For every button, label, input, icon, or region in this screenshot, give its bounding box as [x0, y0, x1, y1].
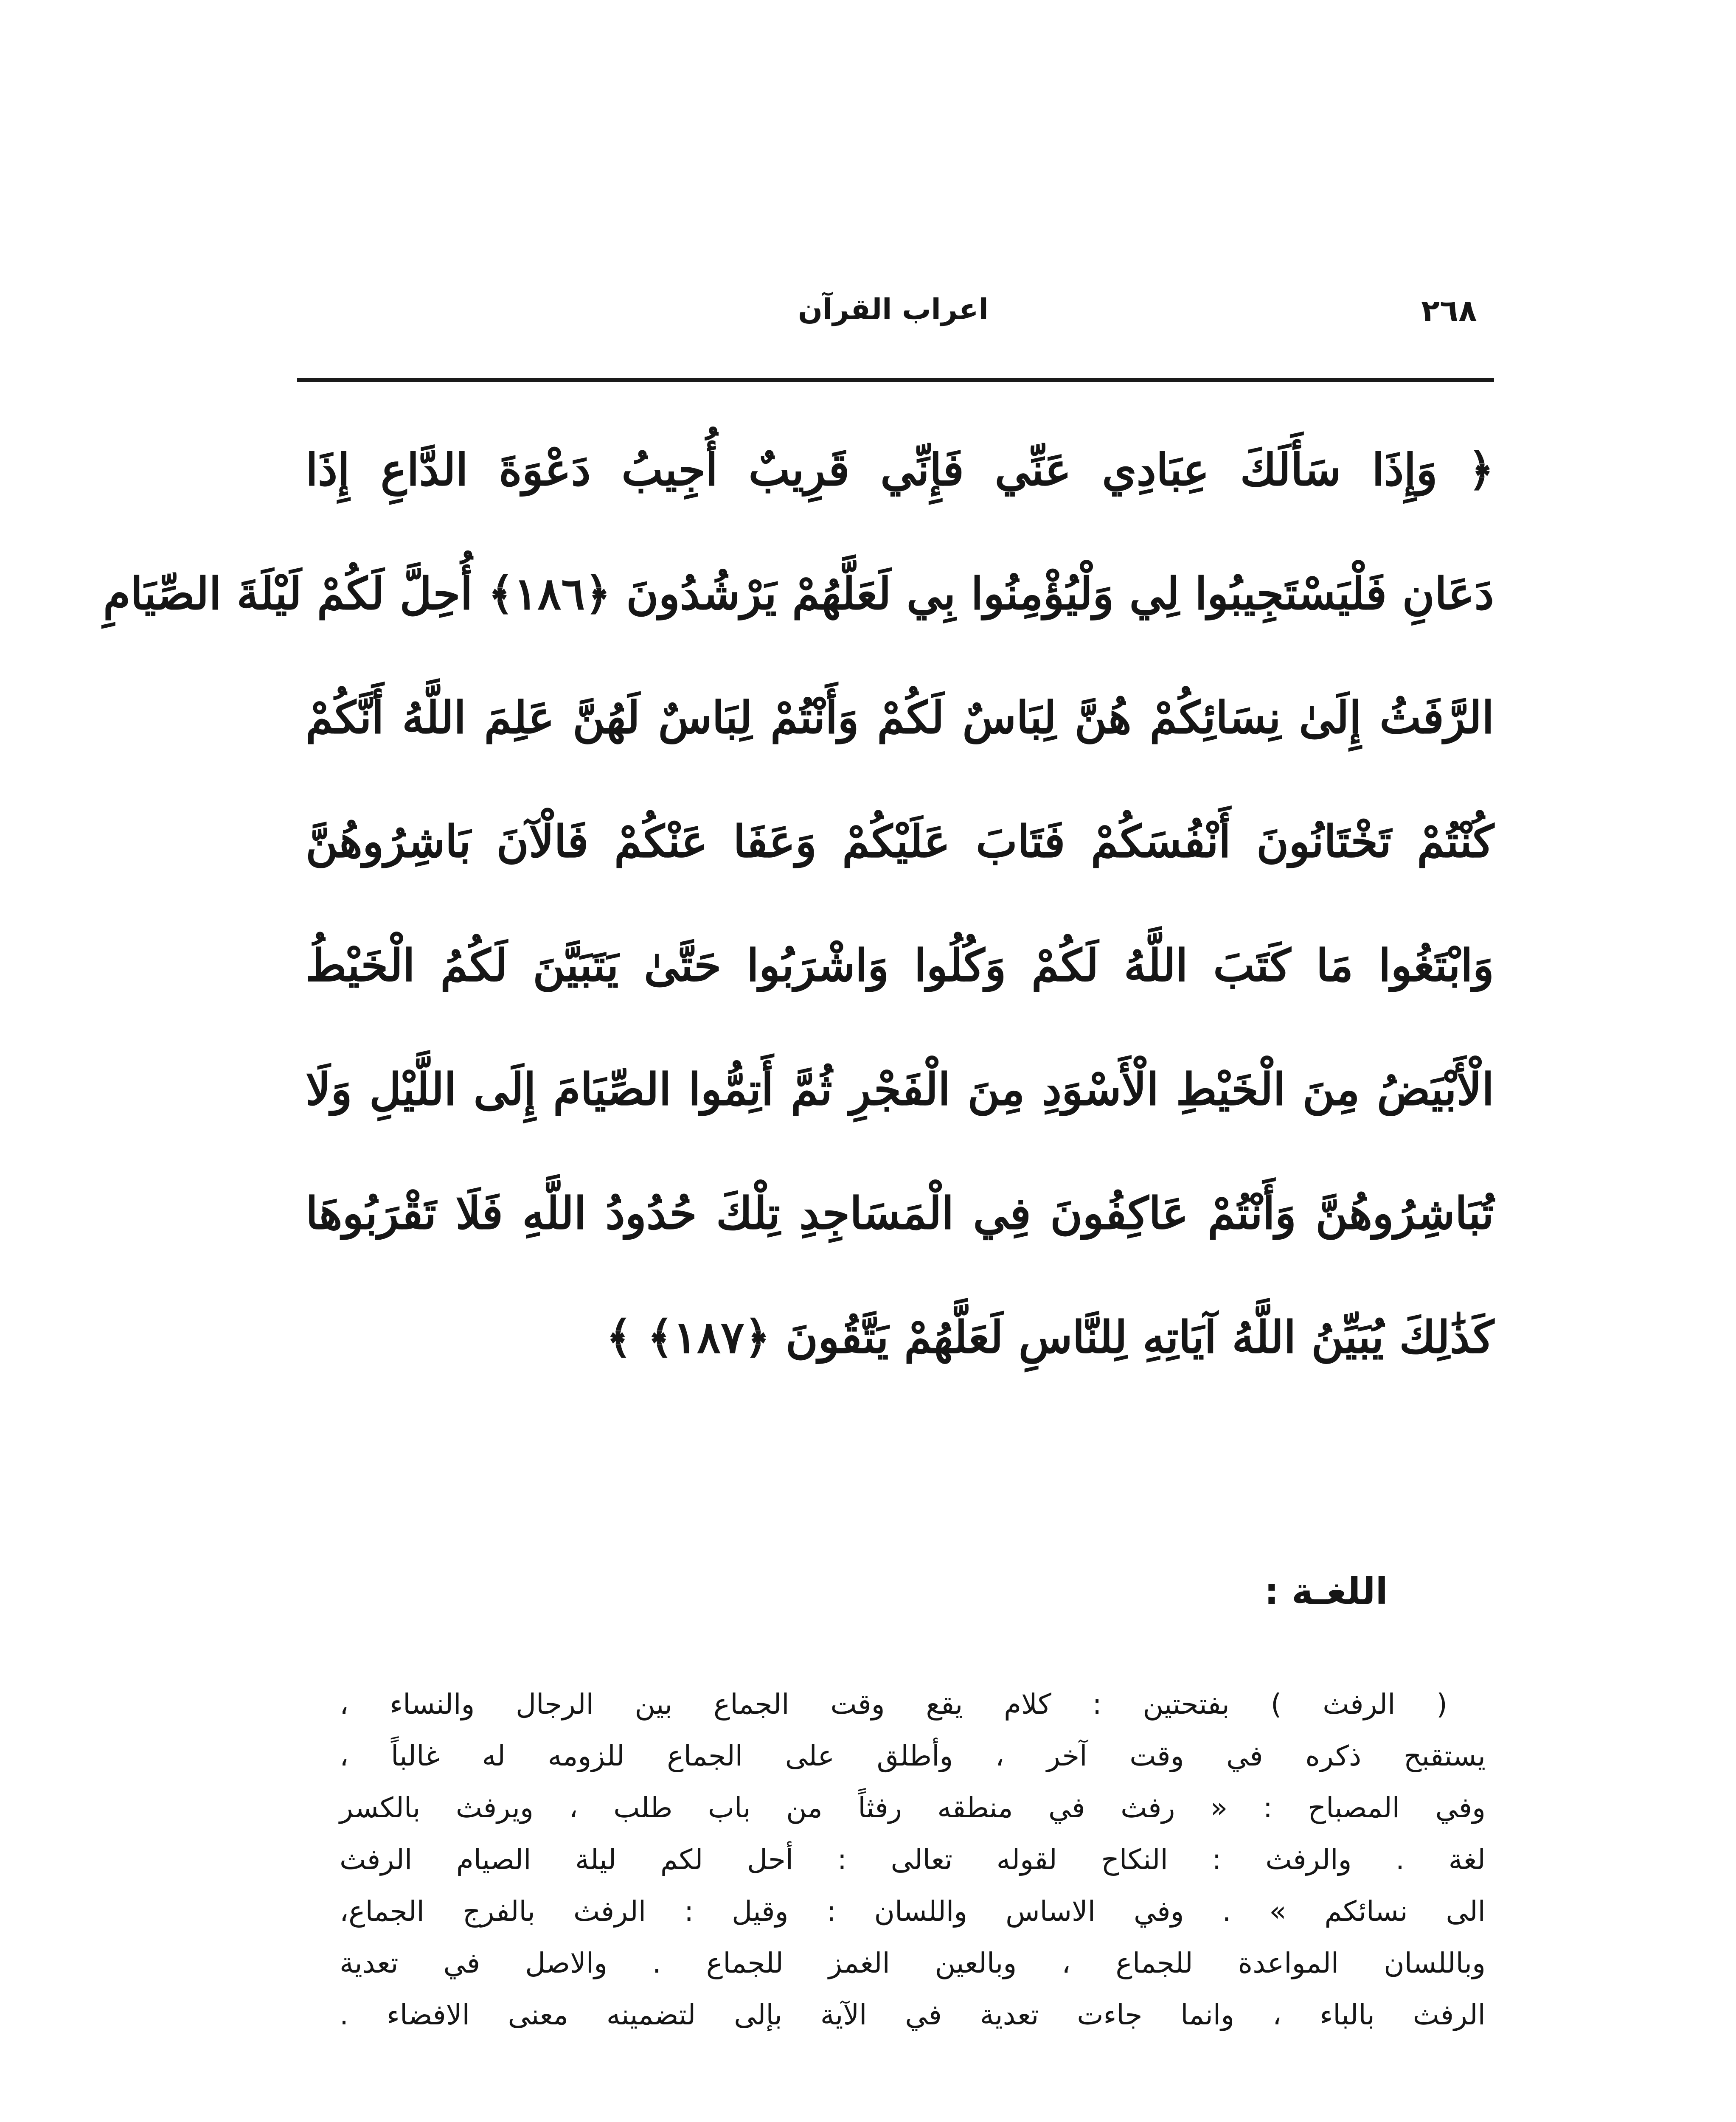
commentary-line: يستقبح ذكره في وقت آخر ، وأطلق على الجماع للزومه له غالباً ،	[340, 1740, 1486, 1772]
commentary-line: ( الرفث ) بفتحتين : كلام يقع وقت الجماع بين الرجال والنساء ،	[340, 1688, 1447, 1721]
commentary-line: الرفث بالباء ، وانما جاءت تعدية في الآية بإلى لتضمينه معنى الافضاء .	[340, 1998, 1486, 2031]
commentary-line: لغة . والرفث : النكاح لقوله تعالى : أحل لكم ليلة الصيام الرفث	[340, 1843, 1486, 1876]
quran-line: كُنْتُمْ تَخْتَانُونَ أَنْفُسَكُمْ فَتَابَ عَلَيْكُمْ وَعَفَا عَنْكُمْ فَالْآنَ بَاشِرُوهُنَّ	[306, 815, 1494, 867]
quran-line: ﴿ وَإِذَا سَأَلَكَ عِبَادِي عَنِّي فَإِنِّي قَرِيبٌ أُجِيبُ دَعْوَةَ الدَّاعِ إِذَا	[306, 443, 1494, 496]
book-title: اعراب القرآن	[798, 293, 989, 326]
quran-line: الرَّفَثُ إِلَىٰ نِسَائِكُمْ هُنَّ لِبَاسٌ لَكُمْ وَأَنْتُمْ لِبَاسٌ لَهُنَّ عَلِمَ اللَّهُ أَنَّكُمْ	[306, 691, 1494, 744]
running-header	[297, 276, 1494, 340]
quran-line: تُبَاشِرُوهُنَّ وَأَنْتُمْ عَاكِفُونَ فِي الْمَسَاجِدِ تِلْكَ حُدُودُ اللَّهِ فَلَا تَقْرَبُوهَا	[306, 1187, 1494, 1239]
commentary-line: الى نسائكم » . وفي الاساس واللسان : وقيل : الرفث بالفرج الجماع،	[340, 1895, 1486, 1928]
commentary-paragraph	[340, 1679, 1486, 2041]
header-divider	[297, 378, 1494, 382]
commentary-line: وباللسان المواعدة للجماع ، وبالعين الغمز للجماع . والاصل في تعدية	[340, 1947, 1486, 1979]
quran-line: الْأَبْيَضُ مِنَ الْخَيْطِ الْأَسْوَدِ مِنَ الْفَجْرِ ثُمَّ أَتِمُّوا الصِّيَامَ إِلَى اللَّيْلِ وَلَا	[306, 1063, 1494, 1115]
quran-line: دَعَانِ فَلْيَسْتَجِيبُوا لِي وَلْيُؤْمِنُوا بِي لَعَلَّهُمْ يَرْشُدُونَ ﴿١٨٦﴾ أُحِلَّ لَكُمْ لَيْلَةَ الصِّيَامِ	[103, 567, 1494, 620]
page-number: ٢٦٨	[1421, 293, 1477, 328]
quran-line: كَذَٰلِكَ يُبَيِّنُ اللَّهُ آيَاتِهِ لِلنَّاسِ لَعَلَّهُمْ يَتَّقُونَ ﴿١٨٧﴾ ﴾	[606, 1311, 1494, 1363]
quran-line: وَابْتَغُوا مَا كَتَبَ اللَّهُ لَكُمْ وَكُلُوا وَاشْرَبُوا حَتَّىٰ يَتَبَيَّنَ لَكُمُ الْخَيْطُ	[306, 939, 1494, 991]
quran-verses	[103, 407, 1494, 1399]
commentary-line: وفي المصباح : « رفث في منطقه رفثاً من باب طلب ، ويرفث بالكسر	[340, 1791, 1486, 1824]
section-heading-language: اللغـة :	[1264, 1570, 1388, 1613]
